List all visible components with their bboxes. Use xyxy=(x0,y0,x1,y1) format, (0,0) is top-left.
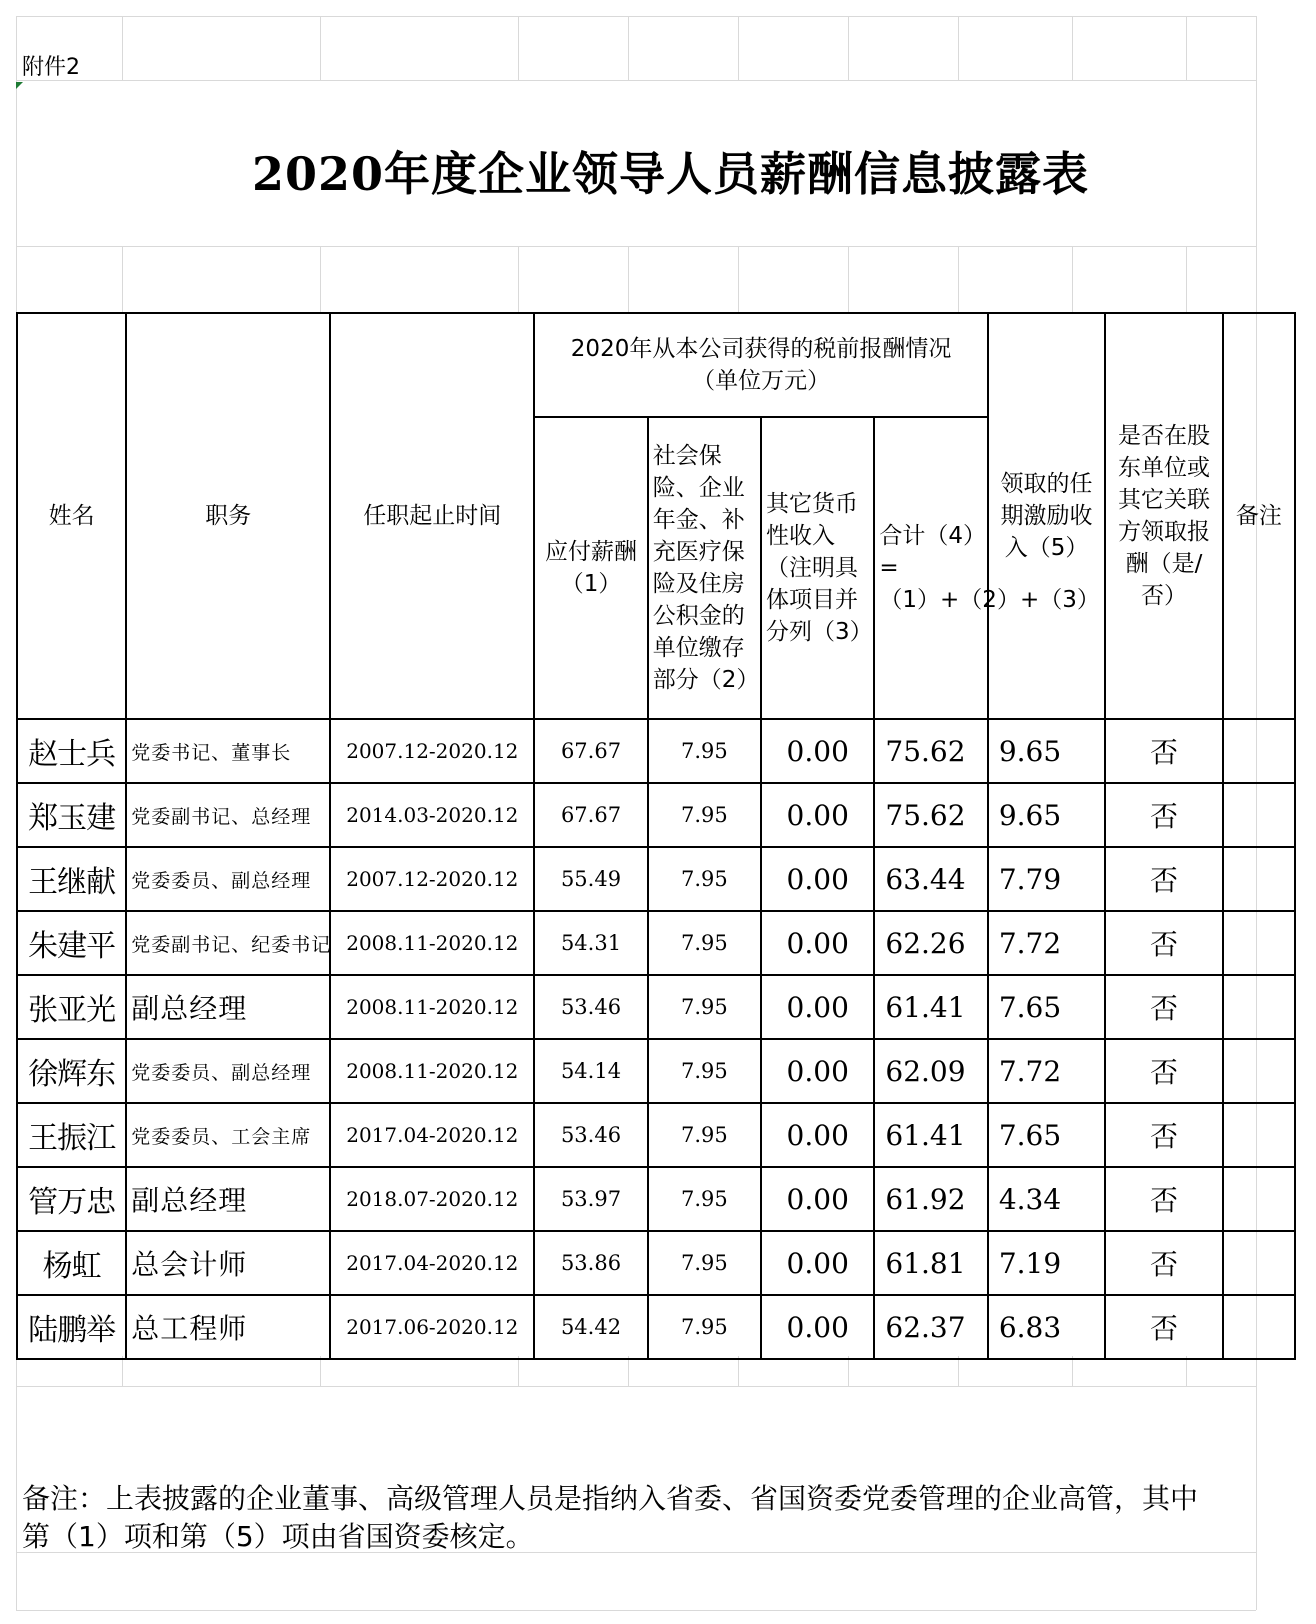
cell-total: 61.41 xyxy=(874,1103,987,1167)
cell-salary: 53.46 xyxy=(534,1103,647,1167)
cell-incentive: 7.79 xyxy=(988,847,1105,911)
cell-salary: 55.49 xyxy=(534,847,647,911)
cell-incentive: 7.65 xyxy=(988,975,1105,1039)
cell-other: 0.00 xyxy=(761,847,874,911)
cell-remark xyxy=(1223,783,1295,847)
cell-incentive: 9.65 xyxy=(988,719,1105,783)
cell-remark xyxy=(1223,1039,1295,1103)
cell-salary: 67.67 xyxy=(534,719,647,783)
cell-position: 党委委员、工会主席 xyxy=(126,1103,330,1167)
cell-name: 朱建平 xyxy=(17,911,126,975)
table-row xyxy=(17,847,1295,911)
cell-salary: 53.97 xyxy=(534,1167,647,1231)
cell-salary: 53.46 xyxy=(534,975,647,1039)
cell-incentive: 4.34 xyxy=(988,1167,1105,1231)
header-term: 任职起止时间 xyxy=(330,313,534,719)
page-title: 2020年度企业领导人员薪酬信息披露表 xyxy=(252,147,1090,201)
cell-related: 否 xyxy=(1105,975,1222,1039)
cell-salary: 54.31 xyxy=(534,911,647,975)
cell-total: 75.62 xyxy=(874,719,987,783)
table-row xyxy=(17,1039,1295,1103)
cell-incentive: 7.65 xyxy=(988,1103,1105,1167)
cell-name: 郑玉建 xyxy=(17,783,126,847)
header-insurance: 社会保险、企业年金、补充医疗保险及住房公积金的单位缴存部分（2） xyxy=(648,417,761,719)
cell-remark xyxy=(1223,1295,1295,1359)
cell-total: 62.09 xyxy=(874,1039,987,1103)
cell-remark xyxy=(1223,1103,1295,1167)
cell-position: 副总经理 xyxy=(126,1167,330,1231)
header-other: 其它货币性收入（注明具体项目并分列（3） xyxy=(761,417,874,719)
cell-other: 0.00 xyxy=(761,719,874,783)
header-group: 2020年从本公司获得的税前报酬情况（单位万元） xyxy=(534,313,987,417)
cell-term: 2008.11-2020.12 xyxy=(330,975,534,1039)
cell-related: 否 xyxy=(1105,847,1222,911)
cell-term: 2017.06-2020.12 xyxy=(330,1295,534,1359)
cell-related: 否 xyxy=(1105,1231,1222,1295)
cell-insurance: 7.95 xyxy=(648,719,761,783)
cell-other: 0.00 xyxy=(761,783,874,847)
table-row xyxy=(17,975,1295,1039)
header-related: 是否在股东单位或其它关联方领取报酬（是/否） xyxy=(1105,313,1222,719)
cell-position: 党委副书记、总经理 xyxy=(126,783,330,847)
header-position: 职务 xyxy=(126,313,330,719)
cell-name: 赵士兵 xyxy=(17,719,126,783)
cell-term: 2014.03-2020.12 xyxy=(330,783,534,847)
cell-related: 否 xyxy=(1105,1103,1222,1167)
cell-related: 否 xyxy=(1105,1295,1222,1359)
cell-salary: 54.14 xyxy=(534,1039,647,1103)
header-incentive: 领取的任期激励收入（5） xyxy=(988,313,1105,719)
cell-total: 61.92 xyxy=(874,1167,987,1231)
cell-total: 63.44 xyxy=(874,847,987,911)
cell-other: 0.00 xyxy=(761,1231,874,1295)
cell-term: 2017.04-2020.12 xyxy=(330,1103,534,1167)
cell-name: 管万忠 xyxy=(17,1167,126,1231)
header-total: 合计（4）=（1）+（2）+（3） xyxy=(874,417,987,719)
cell-salary: 53.86 xyxy=(534,1231,647,1295)
table-row xyxy=(17,1103,1295,1167)
cell-related: 否 xyxy=(1105,911,1222,975)
table-row xyxy=(17,1231,1295,1295)
cell-position: 总工程师 xyxy=(126,1295,330,1359)
footnote: 备注：上表披露的企业董事、高级管理人员是指纳入省委、省国资委党委管理的企业高管，其中第（1）项和第（5）项由省国资委核定。 xyxy=(22,1482,1199,1553)
salary-table xyxy=(16,312,1296,1360)
cell-position: 副总经理 xyxy=(126,975,330,1039)
cell-salary: 54.42 xyxy=(534,1295,647,1359)
cell-incentive: 7.72 xyxy=(988,1039,1105,1103)
header-salary: 应付薪酬（1） xyxy=(534,417,647,719)
cell-comment-marker xyxy=(16,82,23,89)
cell-related: 否 xyxy=(1105,1039,1222,1103)
cell-other: 0.00 xyxy=(761,1039,874,1103)
cell-position: 党委委员、副总经理 xyxy=(126,1039,330,1103)
cell-total: 61.81 xyxy=(874,1231,987,1295)
cell-remark xyxy=(1223,1167,1295,1231)
cell-other: 0.00 xyxy=(761,975,874,1039)
cell-insurance: 7.95 xyxy=(648,1231,761,1295)
cell-position: 党委副书记、纪委书记 xyxy=(126,911,330,975)
cell-salary: 67.67 xyxy=(534,783,647,847)
cell-position: 党委委员、副总经理 xyxy=(126,847,330,911)
table-row xyxy=(17,1167,1295,1231)
cell-name: 张亚光 xyxy=(17,975,126,1039)
cell-remark xyxy=(1223,1231,1295,1295)
attachment-label: 附件2 xyxy=(22,55,80,80)
cell-term: 2017.04-2020.12 xyxy=(330,1231,534,1295)
cell-term: 2007.12-2020.12 xyxy=(330,847,534,911)
cell-other: 0.00 xyxy=(761,1167,874,1231)
cell-insurance: 7.95 xyxy=(648,1039,761,1103)
cell-insurance: 7.95 xyxy=(648,975,761,1039)
cell-total: 62.26 xyxy=(874,911,987,975)
cell-position: 党委书记、董事长 xyxy=(126,719,330,783)
cell-insurance: 7.95 xyxy=(648,783,761,847)
cell-incentive: 6.83 xyxy=(988,1295,1105,1359)
cell-name: 王振江 xyxy=(17,1103,126,1167)
table-row xyxy=(17,911,1295,975)
cell-other: 0.00 xyxy=(761,1103,874,1167)
cell-related: 否 xyxy=(1105,1167,1222,1231)
cell-total: 61.41 xyxy=(874,975,987,1039)
cell-insurance: 7.95 xyxy=(648,911,761,975)
cell-remark xyxy=(1223,719,1295,783)
cell-position: 总会计师 xyxy=(126,1231,330,1295)
table-row xyxy=(17,1295,1295,1359)
table-body xyxy=(17,719,1295,1359)
cell-name: 陆鹏举 xyxy=(17,1295,126,1359)
cell-term: 2008.11-2020.12 xyxy=(330,1039,534,1103)
cell-incentive: 7.72 xyxy=(988,911,1105,975)
header-name: 姓名 xyxy=(17,313,126,719)
cell-total: 62.37 xyxy=(874,1295,987,1359)
header-remark: 备注 xyxy=(1223,313,1295,719)
cell-remark xyxy=(1223,975,1295,1039)
cell-related: 否 xyxy=(1105,719,1222,783)
cell-insurance: 7.95 xyxy=(648,1167,761,1231)
cell-other: 0.00 xyxy=(761,911,874,975)
cell-name: 徐辉东 xyxy=(17,1039,126,1103)
cell-remark xyxy=(1223,847,1295,911)
cell-term: 2008.11-2020.12 xyxy=(330,911,534,975)
cell-total: 75.62 xyxy=(874,783,987,847)
cell-insurance: 7.95 xyxy=(648,847,761,911)
cell-other: 0.00 xyxy=(761,1295,874,1359)
table-row xyxy=(17,719,1295,783)
cell-incentive: 9.65 xyxy=(988,783,1105,847)
cell-term: 2018.07-2020.12 xyxy=(330,1167,534,1231)
cell-name: 王继献 xyxy=(17,847,126,911)
table-row xyxy=(17,783,1295,847)
cell-incentive: 7.19 xyxy=(988,1231,1105,1295)
cell-related: 否 xyxy=(1105,783,1222,847)
cell-remark xyxy=(1223,911,1295,975)
cell-name: 杨虹 xyxy=(17,1231,126,1295)
cell-insurance: 7.95 xyxy=(648,1295,761,1359)
cell-term: 2007.12-2020.12 xyxy=(330,719,534,783)
cell-insurance: 7.95 xyxy=(648,1103,761,1167)
